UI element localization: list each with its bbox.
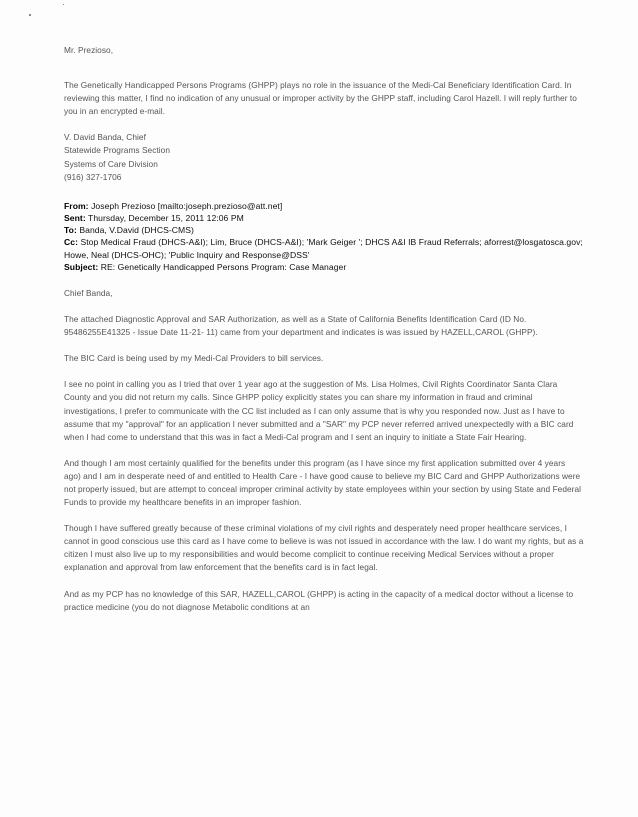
email-cc-value: Stop Medical Fraud (DHCS-A&I); Lim, Bruce (DHCS-A&I); 'Mark Geiger '; DHCS A&I IB Fraud Referrals; aforrest@losgatosca.gov; Howe, Neal (DHCS-OHC); 'Public Inquiry and Response@DSS': [64, 237, 583, 260]
email-sent-row: [64, 212, 584, 224]
scan-speck: [63, 4, 64, 5]
email-subject-value: RE: Genetically Handicapped Persons Program: Case Manager: [100, 261, 347, 272]
body-paragraph: The BIC Card is being used by my Medi-Cal Providers to bill services.: [64, 353, 324, 364]
salutation: Chief Banda,: [64, 287, 113, 298]
signature-phone: (916) 327-1706: [64, 171, 122, 182]
email-sent-label: Sent:: [64, 212, 86, 223]
email-cc-label: Cc:: [64, 237, 78, 248]
email-subject-label: Subject:: [64, 261, 99, 272]
email-to-label: To:: [64, 225, 77, 236]
signature-block: [64, 131, 584, 183]
email-from-label: From:: [64, 200, 89, 211]
email-to-value: Banda, V.David (DHCS-CMS): [79, 225, 194, 236]
email-from-value: Joseph Prezioso [mailto:joseph.prezioso@att.net]: [91, 200, 283, 211]
greeting: Mr. Prezioso,: [64, 45, 114, 55]
scan-speck: [29, 14, 31, 16]
body-paragraph: The attached Diagnostic Approval and SAR Authorization, as well as a State of California Benefits Identification Card (ID No. 95486255E41325 - Issue Date 11-21- 11) came from your department and indicates is was issued by HAZELL,CAROL (GHPP).: [64, 314, 538, 338]
signature-division: Systems of Care Division: [64, 158, 158, 169]
signature-section: Statewide Programs Section: [64, 145, 170, 156]
email-from-row: [64, 200, 584, 212]
body-paragraph: And as my PCP has no knowledge of this SAR, HAZELL,CAROL (GHPP) is acting in the capacity of a medical doctor without a license to practice medicine (you do not diagnose Metabolic conditions at an: [64, 588, 574, 612]
signature-name: V. David Banda, Chief: [64, 132, 146, 143]
email-subject-row: [64, 261, 584, 273]
email-header: [64, 200, 584, 273]
email-sent-value: Thursday, December 15, 2011 12:06 PM: [88, 212, 244, 223]
letter-body: [64, 313, 584, 614]
body-paragraph: Though I have suffered greatly because of these criminal violations of my civil rights and desperately need proper healthcare services, I cannot in good conscious use this card as I have come to believe is was not issued in accordance with the law. I do want my rights, but as a citizen I must also live up to my responsibilities and would become complicit to continue receiving Medical Services without a proper explanation and approval from law enforcement that the benefits card is in fact legal.: [64, 523, 584, 573]
intro-paragraph: The Genetically Handicapped Persons Programs (GHPP) plays no role in the issuance of the Medi-Cal Beneficiary Identification Card. In reviewing this matter, I find no indication of any unusual or improper activity by the GHPP staff, including Carol Hazell. I will reply further to you in an encrypted e-mail.: [64, 80, 577, 117]
body-paragraph: I see no point in calling you as I tried that over 1 year ago at the suggestion of Ms. Lisa Holmes, Civil Rights Coordinator Santa Clara County and you did not return my calls. Since GHPP policy explicitly states you can share my information in fraud and criminal investigations, I prefer to communicate with the CC list included as I can only assume that is why you responded now. Just as I have to assume that my "approval" for an application I never submitted and a "SAR" my PCP never referred arrived unexpectedly with a BIC card when I had come to understand that this was in fact a Medi-Cal program and I sent an inquiry to initiate a State Fair Hearing.: [64, 379, 574, 442]
body-paragraph: And though I am most certainly qualified for the benefits under this program (as I have since my first application submitted over 4 years ago) and I am in desperate need of and entitled to Health Care - I have good cause to believe my BIC Card and GHPP Authorizations were not properly issued, but are attempt to conceal improper criminal activity by state employees within your section by using State and Federal Funds to provide my healthcare benefits in an improper fashion.: [64, 457, 582, 508]
letter-content: [64, 44, 584, 614]
email-to-row: [64, 224, 584, 236]
email-cc-row: [64, 236, 584, 260]
